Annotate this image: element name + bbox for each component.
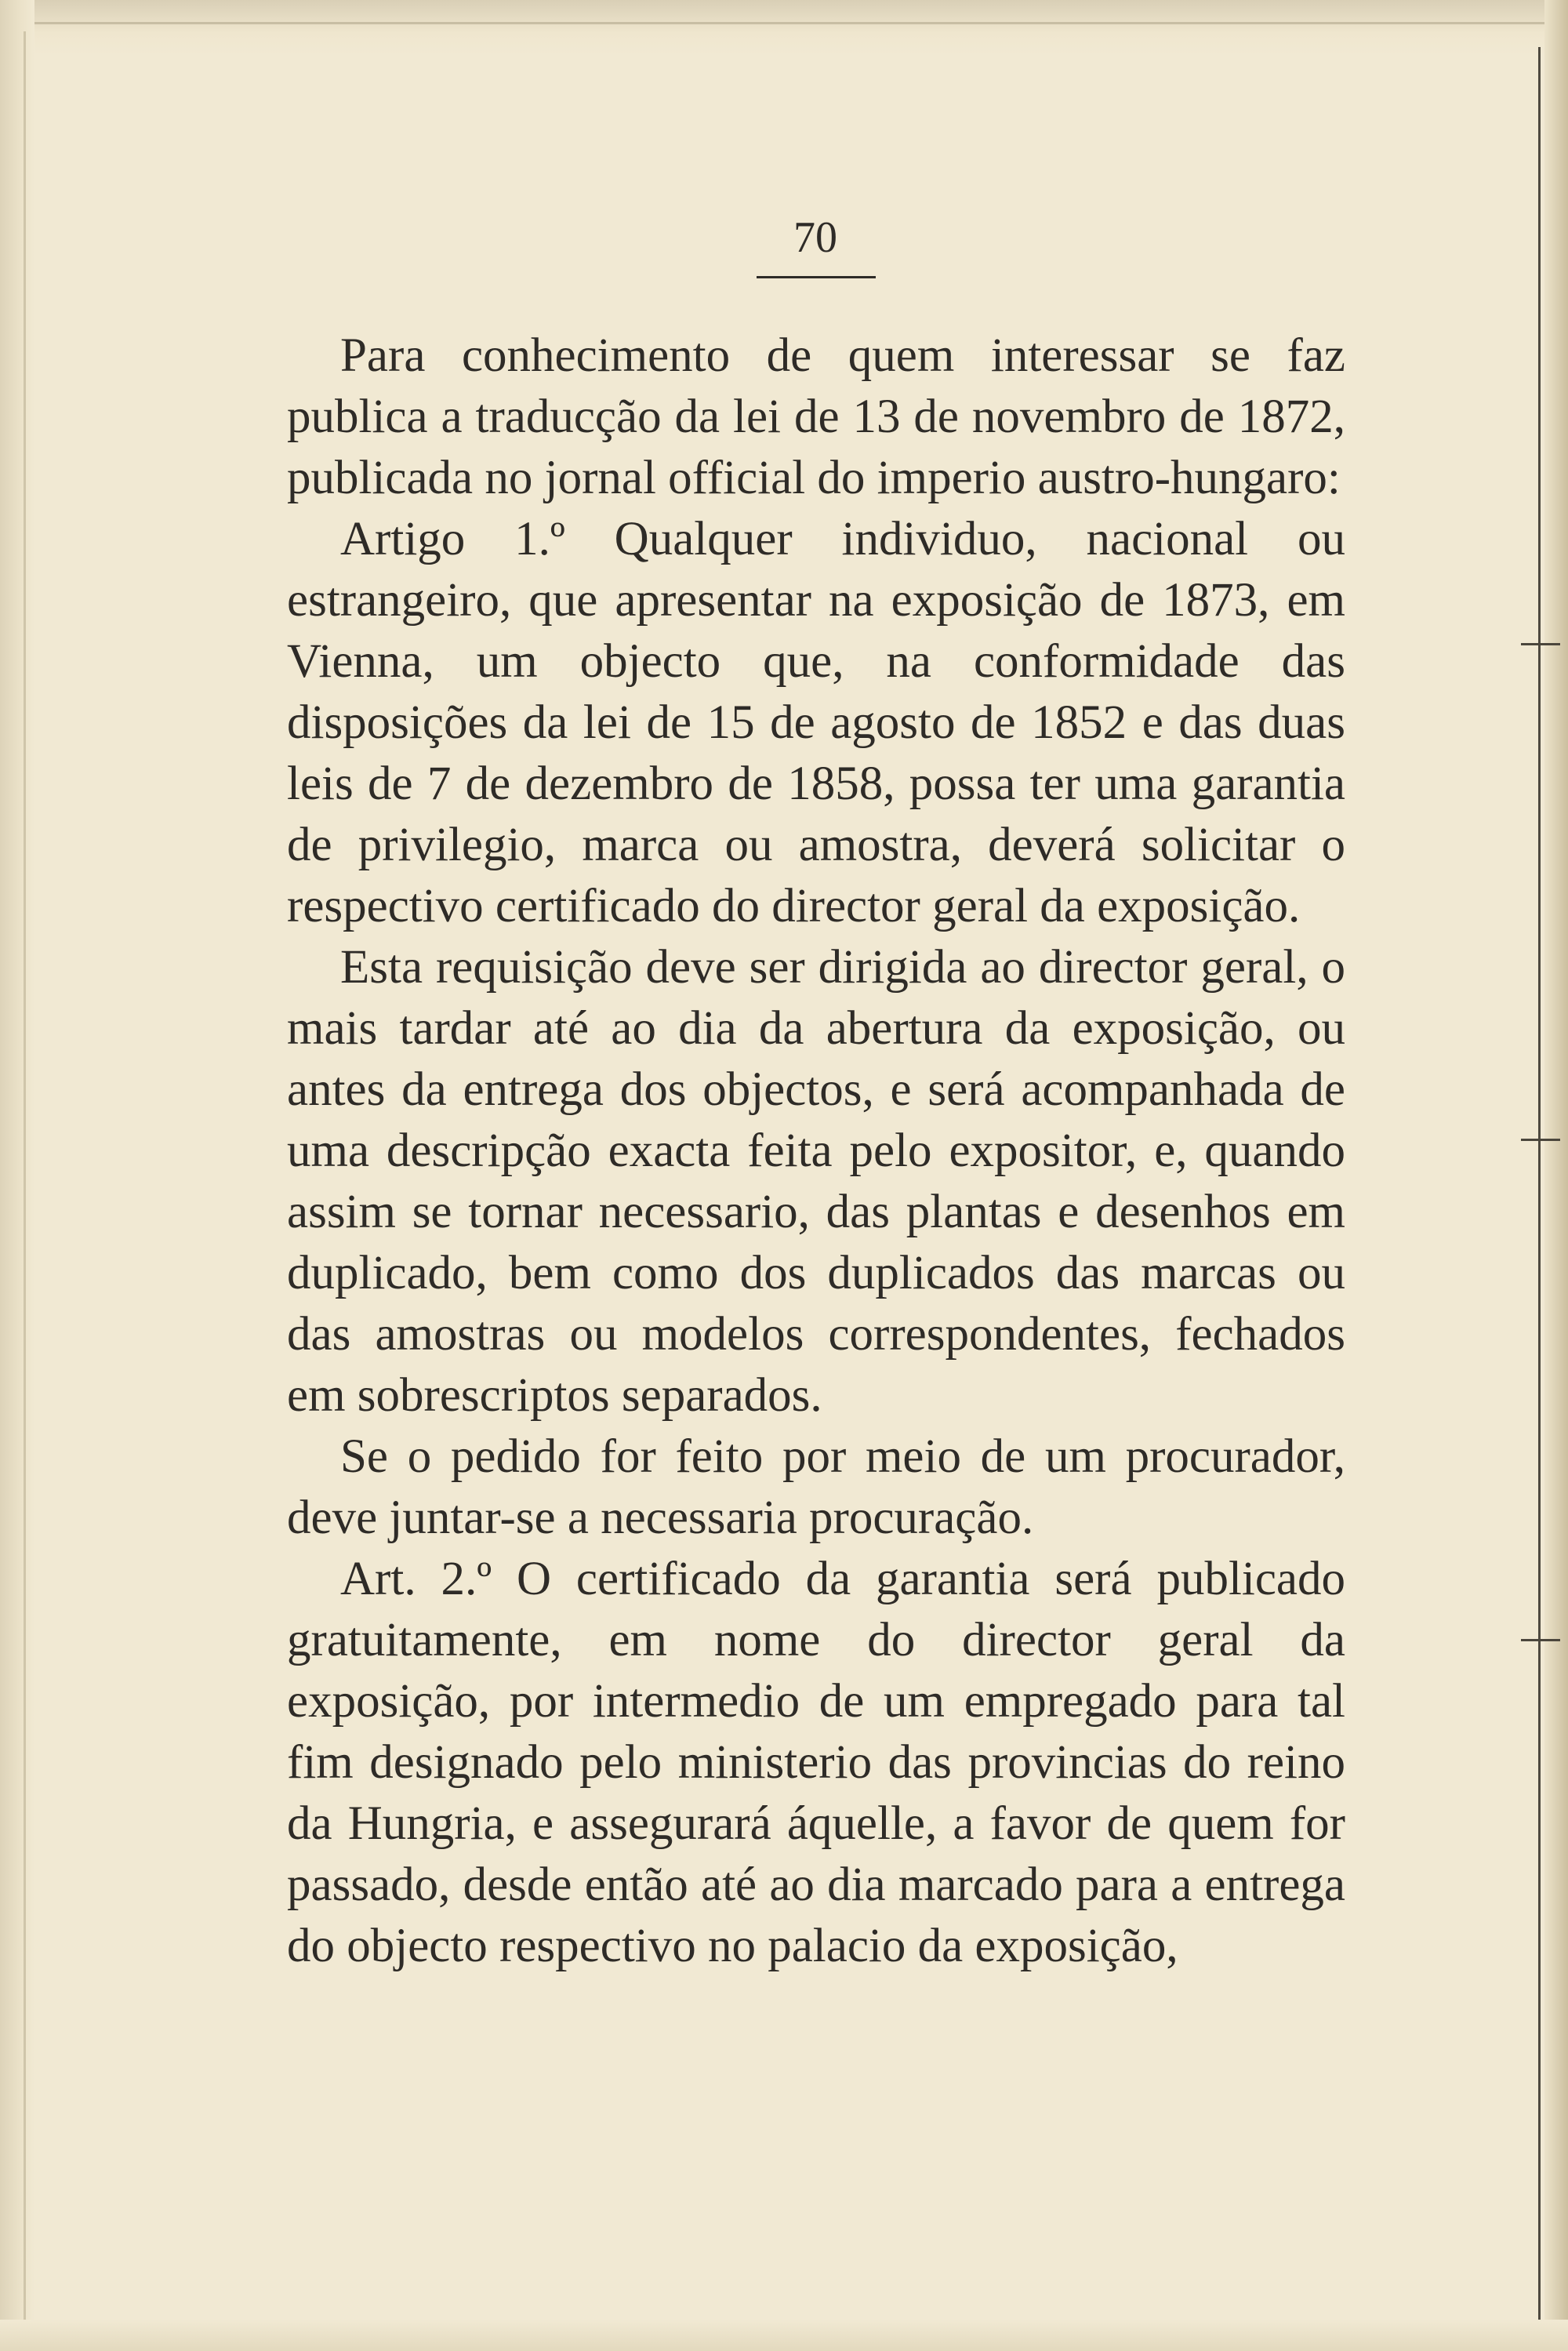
page-left-edge [0, 0, 34, 2351]
page-number-rule [757, 276, 876, 278]
page-number: 70 [793, 213, 837, 262]
binding-tick [1521, 1639, 1560, 1641]
page-right-rule [1538, 47, 1541, 2321]
page-top-edge [0, 0, 1568, 55]
paragraph-artigo-2: Art. 2.º O certificado da garantia será publicado gratuitamente, em nome do director geral da exposição, por intermedio de um empregado para tal fim designado pelo ministerio das provincias do reino da Hungria, e assegurará áquelle, a favor de quem for passado, desde então até ao dia marcado para a entrega do objecto respectivo no palacio da exposição, [287, 1553, 1345, 1972]
page-right-edge [1544, 0, 1568, 2351]
binding-tick [1521, 643, 1560, 645]
paragraph-intro: Para conhecimento de quem interessar se faz publica a traducção da lei de 13 de novembro de 1872, publicada no jornal official do imperio austro-hungaro: [287, 329, 1345, 504]
paragraph-procurador: Se o pedido for feito por meio de um procurador, deve juntar-se a necessaria procuração. [287, 1430, 1345, 1544]
binding-tick [1521, 1139, 1560, 1141]
body-text [287, 325, 1345, 1977]
paragraph-requisicao: Esta requisição deve ser dirigida ao director geral, o mais tardar até ao dia da abertura da exposição, ou antes da entrega dos objectos, e será acompanhada de uma descripção exacta feita pelo expositor, e, quando assim se tornar necessario, das plantas e desenhos em duplicado, bem como dos duplicados das marcas ou das amostras ou modelos correspondentes, fechados em sobrescriptos separados. [287, 941, 1345, 1422]
page-bottom-edge [0, 2320, 1568, 2351]
paragraph-artigo-1: Artigo 1.º Qualquer individuo, nacional ou estrangeiro, que apresentar na exposição de 1873, em Vienna, um objecto que, na conformidade das disposições da lei de 15 de agosto de 1852 e das duas leis de 7 de dezembro de 1858, possa ter uma garantia de privilegio, marca ou amostra, deverá solicitar o respectivo certificado do director geral da exposição. [287, 513, 1345, 932]
page-left-rule [24, 31, 26, 2329]
page-top-rule [16, 22, 1552, 24]
